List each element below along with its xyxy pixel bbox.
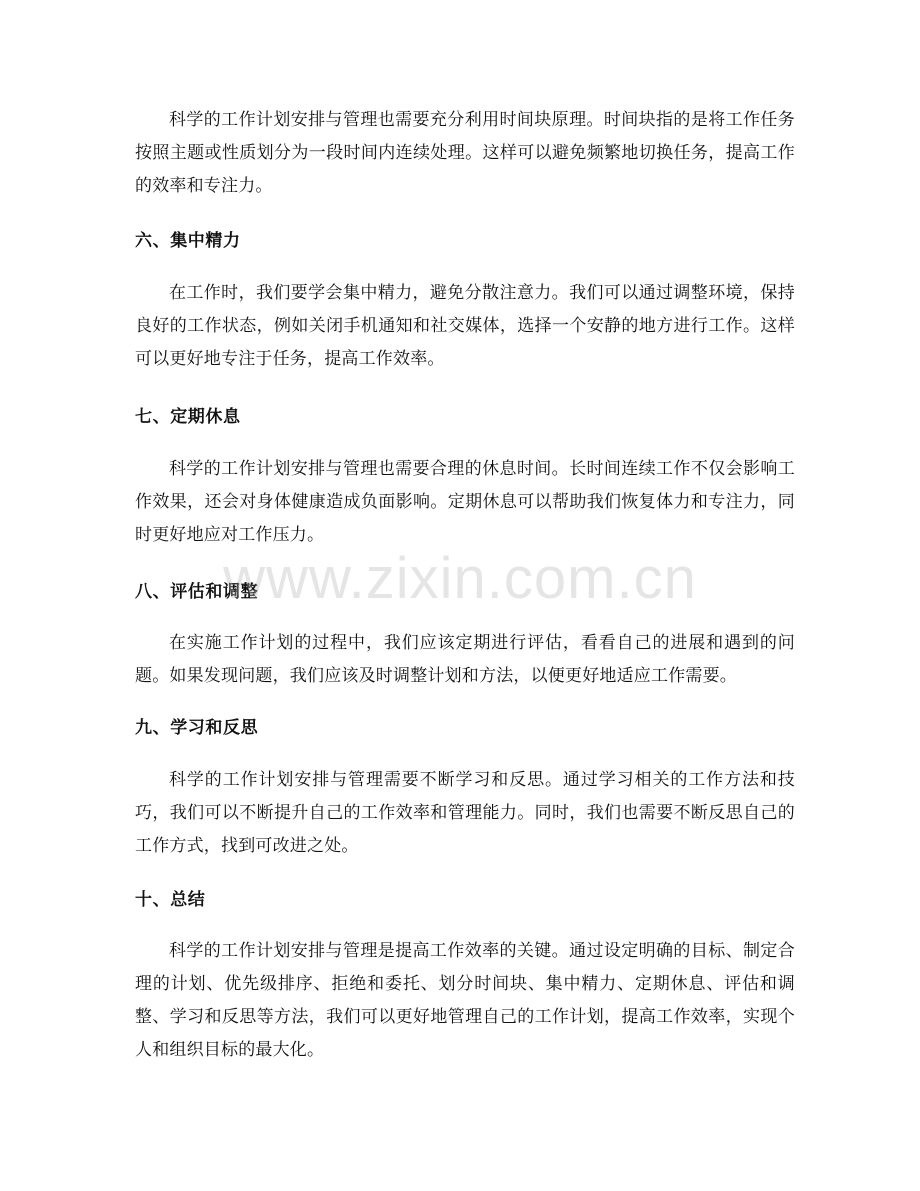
intro-paragraph-block bbox=[135, 104, 795, 203]
section-9-heading-block bbox=[135, 716, 795, 740]
section-body: 科学的工作计划安排与管理也需要合理的休息时间。长时间连续工作不仅会影响工作效果，还会对身体健康造成负面影响。定期休息可以帮助我们恢复体力和专注力，同时更好地应对工作压力。 bbox=[135, 459, 795, 545]
section-10-body-block bbox=[135, 935, 795, 1067]
section-heading: 八、评估和调整 bbox=[135, 582, 259, 602]
section-heading: 六、集中精力 bbox=[135, 231, 241, 251]
section-9-body-block bbox=[135, 764, 795, 863]
section-body: 在工作时，我们要学会集中精力，避免分散注意力。我们可以通过调整环境，保持良好的工作状态，例如关闭手机通知和社交媒体，选择一个安静的地方进行工作。这样可以更好地专注于任务，提高工作效率。 bbox=[135, 283, 795, 369]
section-7-body-block bbox=[135, 453, 795, 552]
section-body: 科学的工作计划安排与管理是提高工作效率的关键。通过设定明确的目标、制定合理的计划、优先级排序、拒绝和委托、划分时间块、集中精力、定期休息、评估和调整、学习和反思等方法，我们可以更好地管理自己的工作计划，提高工作效率，实现个人和组织目标的最大化。 bbox=[135, 941, 795, 1060]
intro-paragraph: 科学的工作计划安排与管理也需要充分利用时间块原理。时间块指的是将工作任务按照主题或性质划分为一段时间内连续处理。这样可以避免频繁地切换任务，提高工作的效率和专注力。 bbox=[135, 110, 795, 196]
section-body: 在实施工作计划的过程中，我们应该定期进行评估，看看自己的进展和遇到的问题。如果发现问题，我们应该及时调整计划和方法，以便更好地适应工作需要。 bbox=[135, 633, 795, 686]
section-heading: 九、学习和反思 bbox=[135, 718, 259, 738]
section-8-body-block bbox=[135, 627, 795, 693]
section-6-body-block bbox=[135, 277, 795, 376]
section-heading: 七、定期休息 bbox=[135, 407, 241, 427]
section-8-heading-block bbox=[135, 580, 795, 604]
section-7-heading-block bbox=[135, 405, 795, 429]
section-6-heading-block bbox=[135, 229, 795, 253]
watermark: www.zixin.com.cn bbox=[223, 546, 697, 611]
section-body: 科学的工作计划安排与管理需要不断学习和反思。通过学习相关的工作方法和技巧，我们可以不断提升自己的工作效率和管理能力。同时，我们也需要不断反思自己的工作方式，找到可改进之处。 bbox=[135, 770, 795, 856]
section-10-heading-block bbox=[135, 888, 795, 912]
section-heading: 十、总结 bbox=[135, 890, 206, 910]
